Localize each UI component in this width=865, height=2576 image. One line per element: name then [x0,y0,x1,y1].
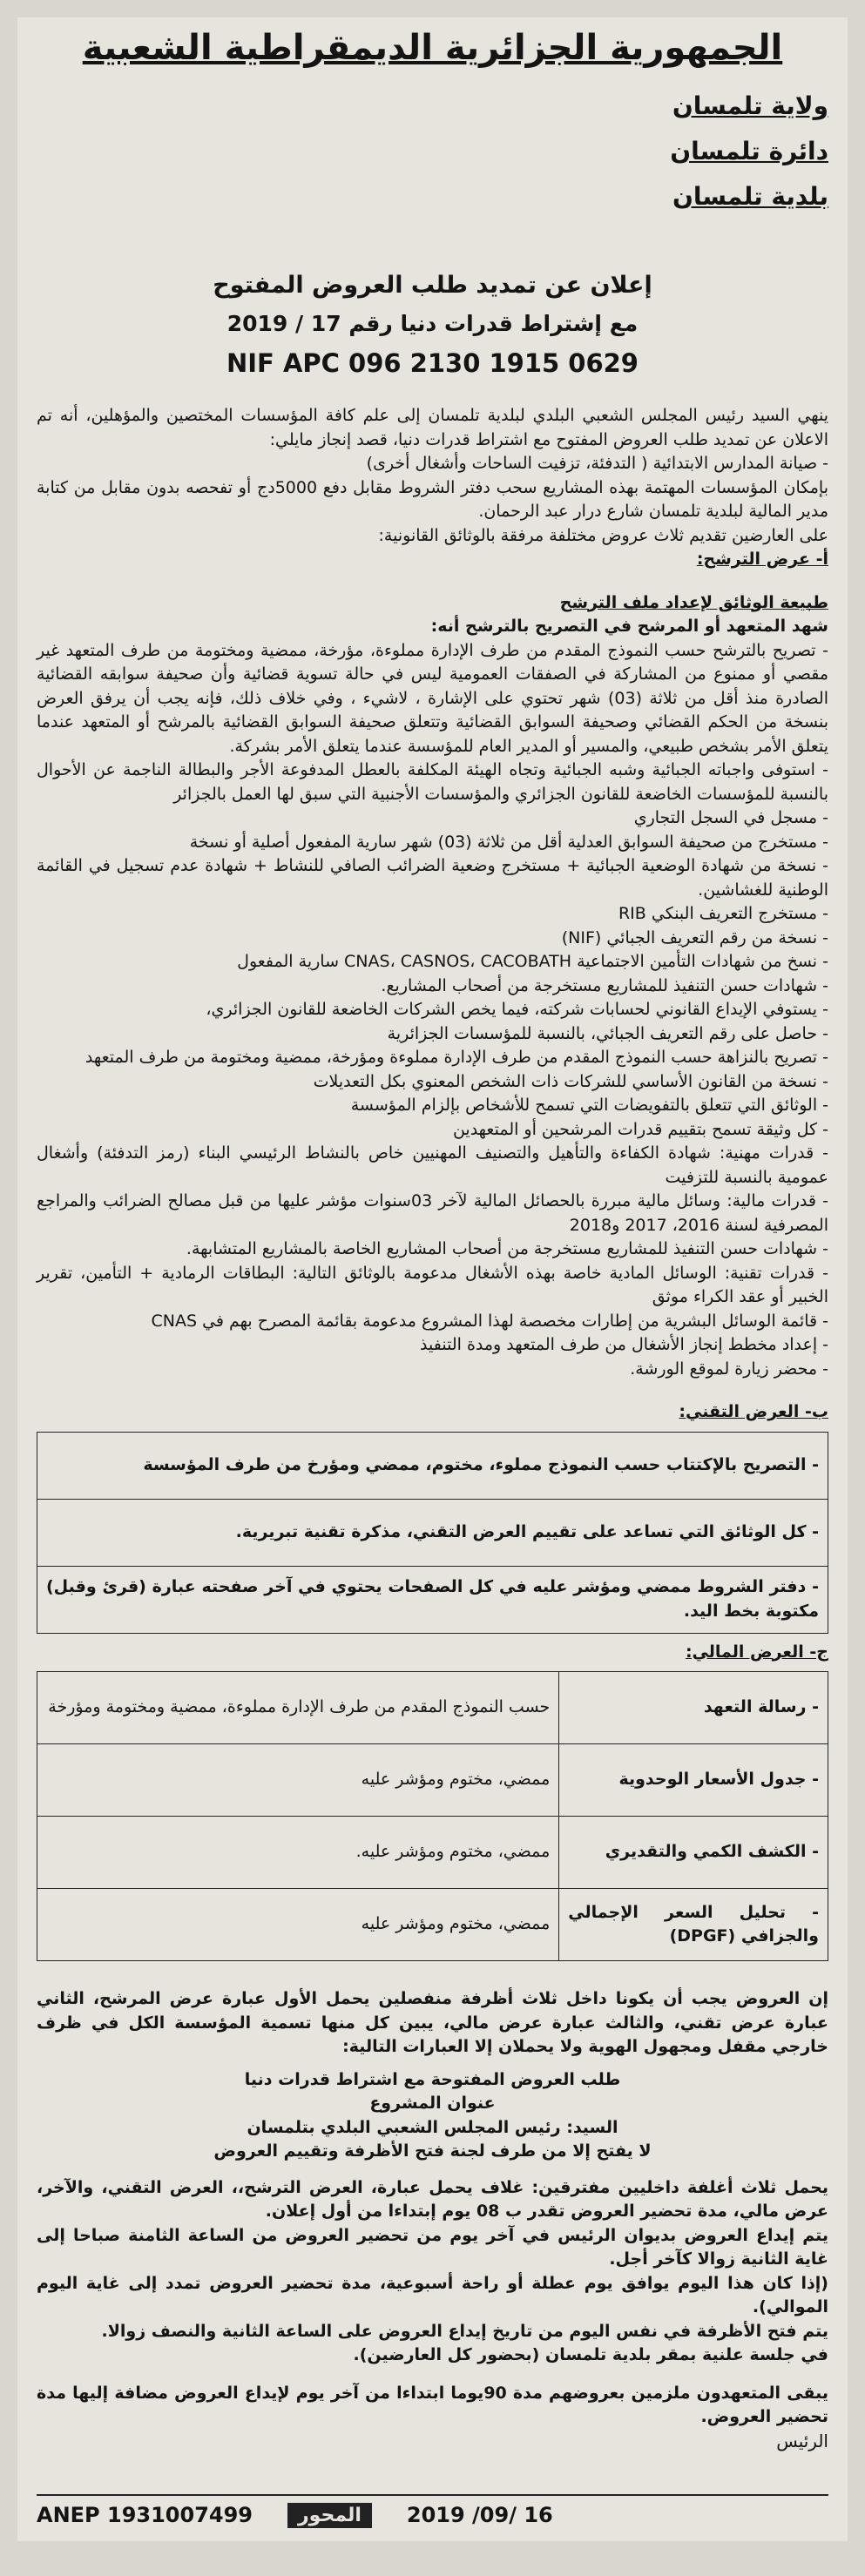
envelope-line: عنوان المشروع [369,2094,496,2113]
list-item: - تصريح بالنزاهة حسب النموذج المقدم من طرف الإدارة مملوءة ومؤرخة، ممضية ومختومة من طرف المتعهد [84,1048,828,1067]
table-cell-value: ممضي، مختوم ومؤشر عليه [37,1744,559,1817]
list-item: - شهادات حسن التنفيذ للمشاريع مستخرجة من أصحاب المشاريع. [381,975,828,995]
list-item: - حاصل على رقم التعريف الجبائي، بالنسبة للمؤسسات الجزائرية [387,1023,828,1043]
deposit-instructions [37,2176,828,2368]
list-item: - شهادات حسن التنفيذ للمشاريع مستخرجة من أصحاب المشاريع الخاصة بالمشاريع المتشابهة. [186,1239,828,1258]
announcement-title-block [37,272,828,378]
candidacy-section-label: أ- عرض الترشح: [696,550,828,569]
table-cell-label: - جدول الأسعار الوحدوية [559,1744,828,1817]
table-row [37,1672,828,1744]
validity-paragraph: يبقى المتعهدون ملزمين بعروضهم مدة 90يوما ابتداءا من آخر يوم لإيداع العروض مضافة إليها مدة تحضير العروض. [37,2383,828,2426]
newspaper-announcement [17,17,848,2541]
table-cell-label: - تحليل السعر الإجمالي والجزافي (DPGF) [559,1889,828,1961]
newspaper-logo: المحور [287,2503,372,2528]
publication-date: 2019 /09/ 16 [406,2503,553,2527]
list-item: - تصريح بالترشح حسب النموذج المقدم من طرف الإدارة مملوءة، مؤرخة، ممضية ومختومة من طرف المتعهد غير مقصي أو ممنوع من المشاركة في الصفقات العمومية ليس في حالة تسوية قضائية وأن صحيفة سوابقه القضائية الصادرة منذ أقل من ثلاثة (03) شهر تحتوي على الإشارة ، لاشيء ، وفي خلاف ذلك، فإنه يجب أن يرفق العرض بنسخة من الحكم القضائي وصحيفة السوابق القضائية وتتعلق صحيفة السوابق القضائية بالمرشح أو المتعهد عندما يتعلق الأمر بشخص طبيعي، والمسير أو المدير العام للمؤسسة عندما يتعلق الأمر بشركة. [37,640,828,756]
list-item: - قدرات تقنية: الوسائل المادية خاصة بهذه الأشغال مدعومة بالوثائق التالية: البطاقات الرمادية + التأمين، تقرير الخبير أو عقد الكراء موثق [37,1263,828,1306]
table-cell-value: حسب النموذج المقدم من طرف الإدارة مملوءة، ممضية ومختومة ومؤرخة [37,1672,559,1744]
envelope-instructions: إن العروض يجب أن يكونا داخل ثلاث أظرفة منفصلين يحمل الأول عبارة عرض المرشح، الثاني عبارة عرض تقني، والثالث عبارة عرض مالي، يبين كل منها تسمية المؤسسة الكل في ظرف خارجي مقفل ومجهول الهوية ولا يحملان إلا العبارات التالية: [37,1989,828,2056]
newspaper-footer [37,2494,828,2534]
commune-label: بلدية تلمسان [672,182,828,211]
table-cell: - دفتر الشروط ممضي ومؤشر عليه في كل الصفحات يحتوي في آخر صفحته عبارة (قرئ وقبل) مكتوبة بخط اليد. [37,1566,828,1633]
table-cell: - كل الوثائق التي تساعد على تقييم العرض التقني، مذكرة تقنية تبريرية. [37,1499,828,1566]
list-item: - الوثائق التي تتعلق بالتفويضات التي تسمح للأشخاص بإلزام المؤسسة [350,1096,828,1115]
list-item: - إعداد مخطط إنجاز الأشغال من طرف المتعهد ومدة التنفيذ [420,1335,828,1354]
administration-block [37,84,828,219]
list-item: - يستوفي الإيداع القانوني لحسابات شركته، فيما يخص الشركات الخاضعة للقانون الجزائري، [206,1000,828,1019]
envelope-label-block [37,2068,828,2164]
financial-table [37,1671,828,1961]
financial-heading: ج- العرض المالي: [685,1642,828,1662]
intro-project: - صيانة المدارس الابتدائية ( التدفئة، تزفيت الساحات وأشغال أخرى) [366,454,828,473]
nif-number: NIF APC 096 2130 1915 0629 [226,348,639,378]
table-row [37,1744,828,1817]
page-title: الجمهورية الجزائرية الديمقراطية الشعبية [82,28,783,68]
table-row [37,1817,828,1889]
table-row [37,1432,828,1499]
anep-reference: ANEP 1931007499 [37,2503,253,2527]
candidacy-subheading: شهد المتعهد أو المرشح في التصريح بالترشح أنه: [430,617,828,636]
list-item: - محضر زيارة لموقع الورشة. [630,1359,828,1379]
list-item: - مستخرج التعريف البنكي RIB [618,904,828,923]
deposit-line: يتم فتح الأظرفة في نفس اليوم من تاريخ إيداع العروض على الساعة الثانية والنصف زوالا. [101,2321,828,2341]
wilaya-label: ولاية تلمسان [672,91,828,120]
table-row [37,1499,828,1566]
table-cell-label: - رسالة التعهد [559,1672,828,1744]
list-item: - نسخة من رقم التعريف الجبائي (NIF) [561,927,828,947]
signature-label: الرئيس [776,2430,828,2451]
announcement-body [37,404,828,2453]
list-item: - استوفى واجباته الجبائية وشبه الجبائية وتجاه الهيئة المكلفة بالعطل المدفوعة الأجر والبطالة الناجمة عن الأحوال بالنسبة للمؤسسات الخاضعة للقانون الجزائري والمؤسسات الأجنبية التي سبق لها العمل بالجزائر [37,760,828,804]
deposit-line: يحمل ثلاث أغلفة داخليين مفترقين: غلاف يحمل عبارة، العرض الترشح،، العرض التقني، والآخر، عرض مالي، مدة تحضير العروض تقدر ب 08 يوم إبتداءا من أول إعلان. [37,2177,828,2221]
table-row [37,1566,828,1633]
deposit-line: في جلسة علنية بمقر بلدية تلمسان (بحضور كل العارضين). [353,2345,828,2364]
list-item: - قائمة الوسائل البشرية من إطارات مخصصة لهذا المشروع مدعومة بقائمة المصرح بهم في CNAS [151,1311,828,1331]
envelope-line: طلب العروض المفتوحة مع اشتراط قدرات دنيا [244,2069,621,2089]
intro-specs: بإمكان المؤسسات المهتمة بهذه المشاريع سحب دفتر الشروط مقابل دفع 5000دج أو تفحصه بدون مقابل من كتابة مدير المالية لبلدية تلمسان شارع درار عبد الرحمان. [37,477,828,521]
table-cell-label: - الكشف الكمي والتقديري [559,1817,828,1889]
technical-table [37,1432,828,1634]
deposit-line: يتم إيداع العروض بديوان الرئيس في آخر يوم من تحضير العروض من الساعة الثامنة صباحا إلى غاية الثانية زوالا كآخر أجل. [37,2225,828,2269]
announcement-line2: مع إشتراط قدرات دنيا رقم 17 / 2019 [226,311,639,336]
list-item: - نسخ من شهادات التأمين الاجتماعية CNAS، CASNOS، CACOBATH سارية المفعول [237,952,828,971]
candidacy-heading: طبيعة الوثائق لإعداد ملف الترشح [559,592,828,612]
list-item: - مسجل في السجل التجاري [633,808,828,827]
envelope-line: السيد: رئيس المجلس الشعبي البلدي بتلمسان [247,2117,618,2137]
table-cell: - التصريح بالإكتتاب حسب النموذج مملوء، مختوم، ممضي ومؤرخ من طرف المؤسسة [37,1432,828,1499]
technical-heading: ب- العرض التقني: [679,1402,828,1421]
list-item: - نسخة من القانون الأساسي للشركات ذات الشخص المعنوي بكل التعديلات [313,1071,828,1091]
intro-offers: على العارضين تقديم ثلاث عروض مختلفة مرفقة بالوثائق القانونية: [378,525,828,545]
list-item: - مستخرج من صحيفة السوابق العدلية أقل من ثلاثة (03) شهر سارية المفعول أصلية أو نسخة [189,832,828,852]
list-item: - كل وثيقة تسمح بتقييم قدرات المرشحين أو المتعهدين [452,1119,828,1139]
candidacy-items [37,639,828,1382]
table-cell-value: ممضي، مختوم ومؤشر عليه. [37,1817,559,1889]
list-item: - قدرات مالية: وسائل مالية مبررة بالحصائل المالية لآخر 03سنوات مؤشر عليها من قبل مصالح الضرائب والمراجع المصرفية لسنة 2016، 2017 و2018 [37,1191,829,1235]
table-row [37,1889,828,1961]
envelope-line: لا يفتح إلا من طرف لجنة فتح الأظرفة وتقييم العروض [213,2141,652,2161]
deposit-line: (إذا كان هذا اليوم يوافق يوم عطلة أو راحة أسبوعية، مدة تحضير العروض تمدد إلى غاية اليوم الموالي). [37,2273,828,2316]
table-cell-value: ممضي، مختوم ومؤشر عليه [37,1889,559,1961]
list-item: - قدرات مهنية: شهادة الكفاءة والتأهيل والتصنيف المهنيين خاص بالنشاط الرئيسي البناء (رمز التدفئة) وأشغال عمومية بالنسبة للتزفيت [37,1143,828,1187]
intro-paragraph: ينهي السيد رئيس المجلس الشعبي البلدي لبلدية تلمسان إلى علم كافة المؤسسات المختصين والمؤهلين، أنه تم الاعلان عن تمديد طلب العروض المفتوح مع اشتراط قدرات دنيا، قصد إنجاز مايلي: [37,406,828,449]
list-item: - نسخة من شهادة الوضعية الجبائية + مستخرج وضعية الضرائب الصافي للنشاط + شهادة عدم تسجيل في القائمة الوطنية للغشاشين. [37,856,828,900]
daira-label: دائرة تلمسان [670,137,828,165]
announcement-line1: إعلان عن تمديد طلب العروض المفتوح [213,272,652,299]
